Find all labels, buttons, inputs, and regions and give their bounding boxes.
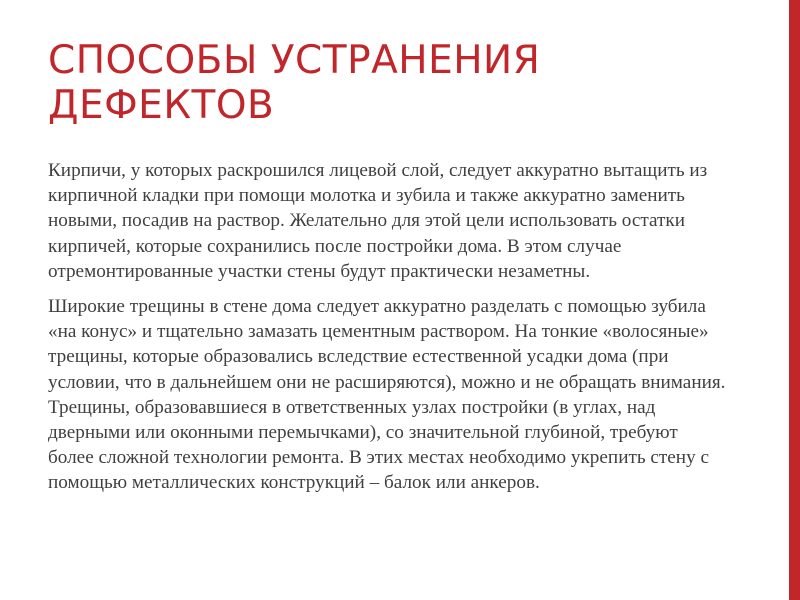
slide-title-line-1: СПОСОБЫ УСТРАНЕНИЯ <box>48 38 541 83</box>
body-paragraph-1: Кирпичи, у которых раскрошился лицевой слой, следует аккуратно вытащить из кирпичной кладки при помощи молотка и зубила и также аккуратно заменить новыми, посадив на раствор. Желательно для этой цели использовать остатки кирпичей, которые сохранились после постройки дома. В этом случае отремонтированные участки стены будут практически незаметны. <box>48 160 708 282</box>
accent-bar <box>789 0 800 600</box>
slide-title-line-2: ДЕФЕКТОВ <box>48 83 275 128</box>
slide-body <box>48 158 728 506</box>
body-paragraph-2: Широкие трещины в стене дома следует аккуратно разделать с помощью зубила «на конус» и тщательно замазать цементным раствором. На тонкие «волосяные» трещины, которые образовались вследствие естественной усадки дома (при условии, что в дальнейшем они не расширяются), можно и не обращать внимания. Трещины, образовавшиеся в ответственных узлах постройки (в углах, над дверными или оконными перемычками), со значительной глубиной, требуют более сложной технологии ремонта. В этих местах необходимо укрепить стену с помощью металлических конструкций – балок или анкеров. <box>48 296 726 494</box>
slide-title <box>48 38 748 128</box>
